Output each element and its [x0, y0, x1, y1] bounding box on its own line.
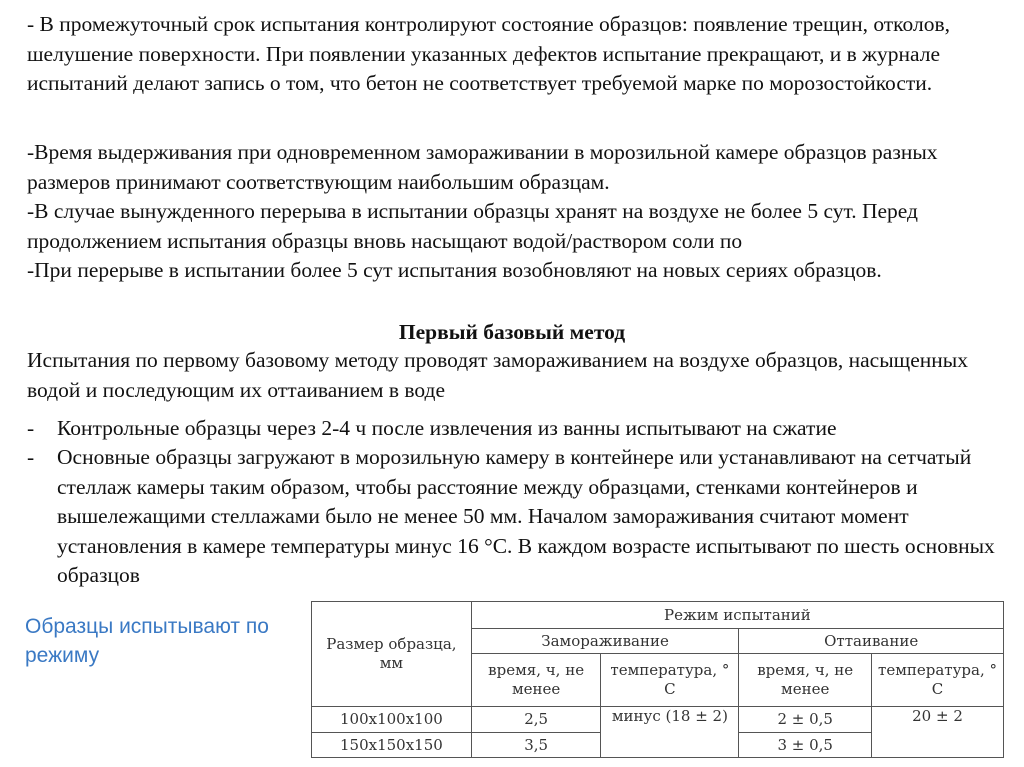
- bullet-control-samples: [27, 414, 1002, 444]
- paragraph-forced-break: -В случае вынужденного перерыва в испытании образцы хранят на воздухе не более 5 сут. Перед продолжением испытания образцы вновь насыщают водой/раствором соли по: [27, 199, 919, 253]
- header-thaw-time: время, ч, не менее: [739, 654, 872, 707]
- header-thaw-temp: температура, ° С: [872, 654, 1004, 707]
- bullet-text: Контрольные образцы через 2-4 ч после извлечения из ванны испытывают на сжатие: [57, 416, 837, 440]
- bullet-dash: -: [27, 445, 35, 469]
- header-sample-size: Размер образца, мм: [312, 602, 472, 707]
- cell-thaw-temp: 20 ± 2: [872, 707, 1004, 758]
- header-test-mode: Режим испытаний: [471, 602, 1003, 629]
- table-caption: Образцы испытывают по режиму: [25, 615, 269, 667]
- paragraph-interim-inspection: - В промежуточный срок испытания контролируют состояние образцов: появление трещин, отколов, шелушение поверхности. При появлении указанных дефектов испытание прекращают, и в журнале испытаний делают запись о том, что бетон не соответствует требуемой марке по морозостойкости.: [27, 12, 951, 95]
- header-thawing: Оттаивание: [739, 629, 1004, 654]
- table-row: [312, 707, 1004, 733]
- bullet-main-samples: [27, 443, 1002, 591]
- cell-size: 100x100x100: [312, 707, 472, 733]
- paragraph-holding-time: -Время выдерживания при одновременном замораживании в морозильной камере образцов разных размеров принимают соответствующим наибольшим образцам.: [27, 140, 938, 194]
- header-freeze-temp: температура, ° С: [601, 654, 739, 707]
- cell-thaw-time: 3 ± 0,5: [739, 733, 872, 758]
- section-heading: Первый базовый метод: [398, 320, 626, 344]
- method-intro: Испытания по первому базовому методу проводят замораживанием на воздухе образцов, насыщенных водой и последующим их оттаиванием в воде: [27, 348, 968, 402]
- header-freezing: Замораживание: [471, 629, 739, 654]
- cell-freeze-temp: минус (18 ± 2): [601, 707, 739, 758]
- cell-size: 150x150x150: [312, 733, 472, 758]
- cell-freeze-time: 2,5: [471, 707, 601, 733]
- test-mode-table: [311, 601, 1004, 758]
- header-freeze-time: время, ч, не менее: [471, 654, 601, 707]
- bullet-dash: -: [27, 416, 35, 440]
- bullet-text: Основные образцы загружают в морозильную камеру в контейнере или устанавливают на сетчатый стеллаж камеры таким образом, чтобы расстояние между образцами, стенками контейнеров и вышележащими стеллажами было не менее 50 мм. Началом замораживания считают момент установления в камере температуры минус 16 °С. В каждом возрасте испытывают по шесть основных образцов: [57, 445, 995, 587]
- paragraph-long-break: -При перерыве в испытании более 5 сут испытания возобновляют на новых сериях образцов.: [27, 258, 882, 282]
- cell-freeze-time: 3,5: [471, 733, 601, 758]
- cell-thaw-time: 2 ± 0,5: [739, 707, 872, 733]
